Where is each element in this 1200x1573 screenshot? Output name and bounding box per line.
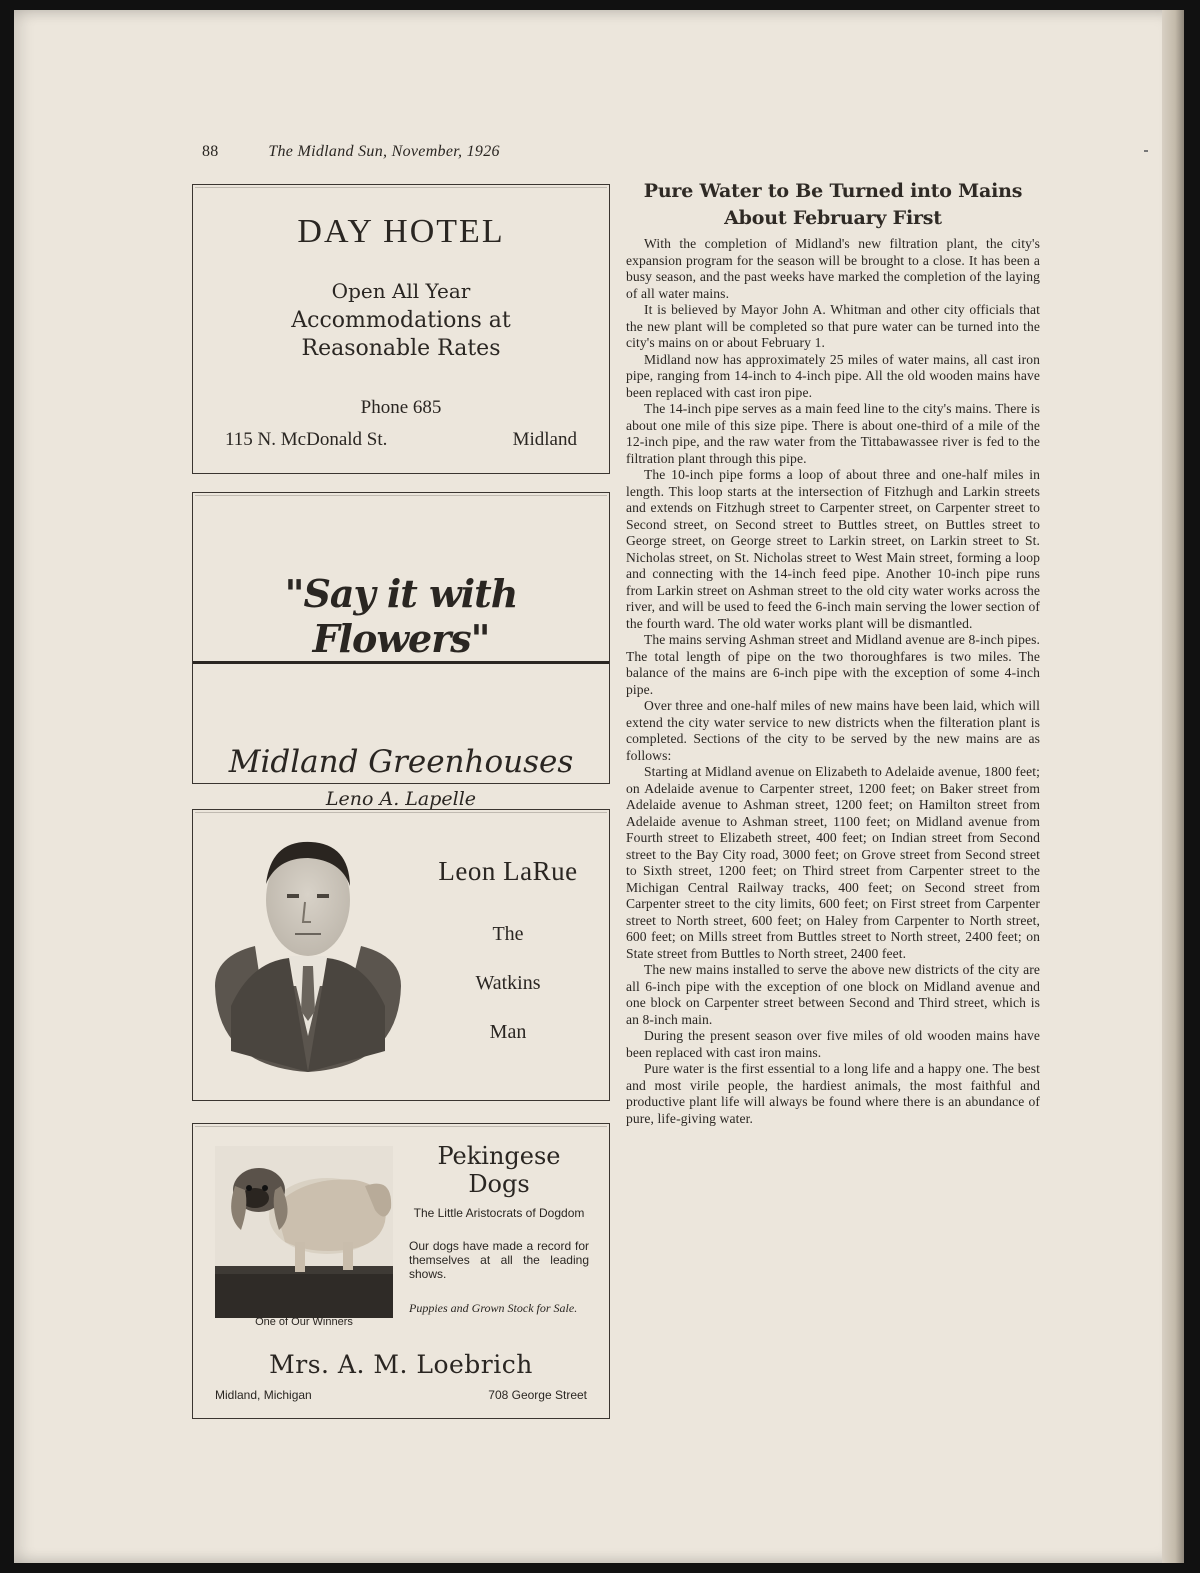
article-paragraph: Starting at Midland avenue on Elizabeth to Adelaide avenue, 1800 feet; on Adelaide avenue to Carpenter street, 1200 feet; on Baker street from Adelaide avenue to Ashman street, 1200 feet; on Hamilton street from Adelaide avenue to Ashman street, 1100 feet; on Midland avenue from Fourth street to Elizabeth street, 400 feet; on Indian street from Second street to the Bay City road, 3000 feet; on Grove street from Second street to Sixth street, 1200 feet; on Third street from Carpenter street to the Michigan Central Railway tracks, 400 feet; on Second street from Carpenter street to the city limits, 600 feet; on First street from Carpenter street to North street, 600 feet; on Haley from Carpenter to North street, 600 feet; on Mills street from Buttles street to North street, 2400 feet; on State street from Buttles to North street, 2400 feet. [626, 764, 1040, 961]
headline-line1: Pure Water to Be Turned into Mains [643, 180, 1023, 202]
article-paragraph: The new mains installed to serve the above new districts of the city are all 6-inch pipe with the exception of one block on Midland avenue and one block on Carpenter street between Second and Third street, which is an 8-inch main. [626, 962, 1040, 1027]
page-mark [1144, 150, 1148, 152]
dogs-footer [215, 1388, 587, 1402]
article-paragraph: Midland now has approximately 25 miles of water mains, all cast iron pipe, ranging from 14-inch to 4-inch pipe. All the old wooden mains have been replaced with cast iron pipe. [626, 351, 1040, 400]
hotel-name: DAY HOTEL [297, 213, 505, 250]
article-paragraph: The mains serving Ashman street and Midland avenue are 8-inch pipes. The total length of pipe on the two thoroughfares is two miles. The balance of the mains are 6-inch pipe with the exception of some 4-inch pipe. [626, 632, 1040, 697]
dogs-title: Pekingese Dogs [437, 1142, 561, 1198]
article-paragraph: The 14-inch pipe serves as a main feed line to the city's mains. There is about one mile of this size pipe. There is about one-third of a mile of the 12-inch pipe, and the raw water from the Tittabawassee river is fed to the filtration plant through this pipe. [626, 401, 1040, 466]
portrait-photo [211, 836, 405, 1074]
magazine-page [14, 10, 1184, 1563]
dogs-body: Our dogs have made a record for themselves at all the leading shows. [409, 1239, 589, 1281]
dog-photo-caption: One of Our Winners [255, 1316, 353, 1328]
article-body [626, 236, 1040, 1127]
article-headline [626, 178, 1040, 232]
article-paragraph: The 10-inch pipe forms a loop of about three and one-half miles in length. This loop starts at the intersection of Fitzhugh and Larkin streets and extends on Fitzhugh street to Carpenter street, on Carpenter street to Second street, on Second street to Buttles street, on Buttles street to George street, on George street to Larkin street, on Larkin street to St. Nicholas street, on St. Nicholas street to West Main street, forming a loop and connecting with the 14-inch feed pipe. Another 10-inch pipe runs from Larkin street on Ashman street to the old city water works across the river, and will be used to feed the 6-inch main serving the lower section of the fourth ward. The old water works plant will be dismantled. [626, 467, 1040, 631]
hotel-city: Midland [512, 429, 577, 450]
dogs-text-column [409, 1142, 589, 1315]
hotel-accommodations [193, 307, 609, 363]
larue-line-man: Man [489, 1021, 527, 1043]
page-edge [1162, 10, 1184, 1563]
pekingese-photo [215, 1146, 393, 1326]
ad-day-hotel [192, 184, 610, 474]
ad-midland-greenhouses [192, 492, 610, 810]
dogs-owner: Mrs. A. M. Loebrich [269, 1350, 533, 1379]
larue-line-the: The [492, 923, 524, 945]
flowers-slogan: "Say it with Flowers" [193, 571, 609, 664]
page-number: 88 [202, 143, 219, 160]
running-header [202, 143, 500, 161]
larue-text [423, 856, 593, 1044]
dogs-street: 708 George Street [488, 1388, 587, 1402]
ad-leon-larue [192, 809, 610, 1101]
hotel-address-row [193, 429, 609, 451]
hotel-open: Open All Year [331, 279, 471, 303]
dogs-sale: Puppies and Grown Stock for Sale. [409, 1301, 578, 1315]
hotel-accommodations-line1: Accommodations at [291, 308, 511, 333]
larue-line-watkins: Watkins [475, 972, 541, 994]
article-paragraph: During the present season over five miles of old wooden mains have been replaced with cast iron mains. [626, 1028, 1040, 1060]
article-pure-water [626, 178, 1040, 1127]
headline-line2: About February First [724, 207, 942, 229]
dogs-location: Midland, Michigan [215, 1388, 312, 1402]
hotel-accommodations-line2: Reasonable Rates [301, 336, 501, 361]
hotel-phone: Phone 685 [360, 397, 442, 418]
larue-name: Leon LaRue [438, 856, 578, 886]
ad-pekingese-dogs [192, 1123, 610, 1419]
article-paragraph: Pure water is the first essential to a long life and a happy one. The best and most virile people, the hardiest animals, the most faithful and productive plant life will always be found where there is an abundance of pure, life-giving water. [626, 1061, 1040, 1126]
dogs-subtitle: The Little Aristocrats of Dogdom [413, 1206, 585, 1220]
article-paragraph: It is believed by Mayor John A. Whitman and other city officials that the new plant will be completed so that pure water can be turned into the city's mains on or about February 1. [626, 302, 1040, 350]
article-paragraph: Over three and one-half miles of new mains have been laid, which will extend the city water service to new districts when the filteration plant is completed. Sections of the city to be served by the new mains are as follows: [626, 698, 1040, 763]
greenhouse-owner: Leno A. Lapelle [325, 788, 477, 810]
publication-title: The Midland Sun, November, 1926 [268, 143, 500, 160]
hotel-address: 115 N. McDonald St. [225, 429, 388, 450]
article-paragraph: With the completion of Midland's new filtration plant, the city's expansion program for the season will be brought to a close. It has been a busy season, and the past weeks have marked the completion of the laying of all water mains. [626, 236, 1040, 301]
greenhouse-name: Midland Greenhouses [228, 744, 574, 780]
